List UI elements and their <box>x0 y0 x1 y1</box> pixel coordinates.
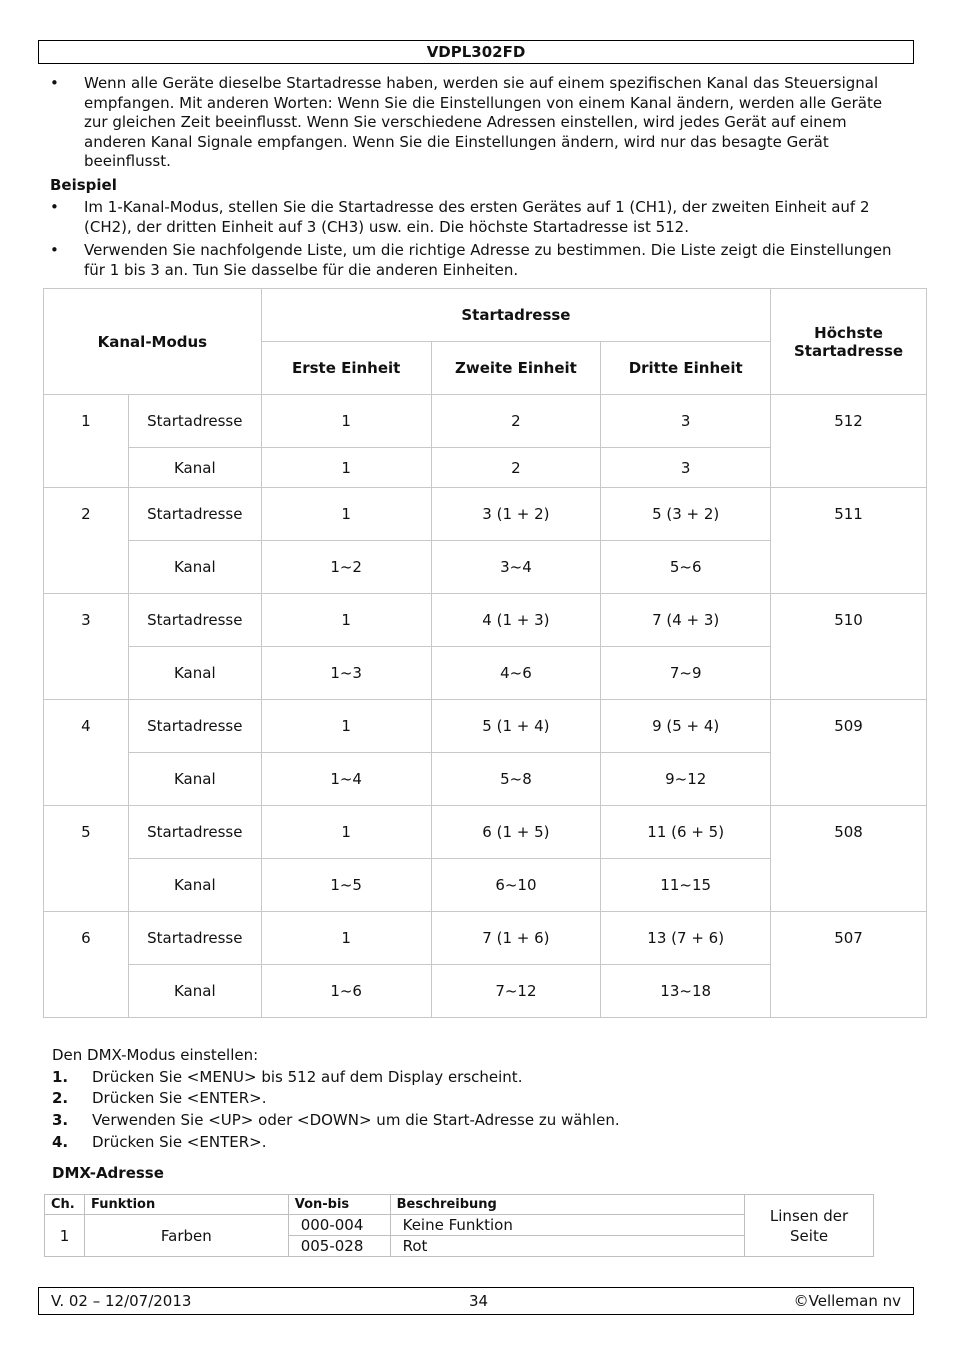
dmx-header-function: Funktion <box>84 1195 288 1215</box>
row-label: Startadresse <box>128 700 261 753</box>
table-row <box>44 912 927 965</box>
footer-copyright: ©Velleman nv <box>793 1292 901 1310</box>
step-number: 4. <box>52 1132 69 1151</box>
max-start-cell: 510 <box>771 594 927 700</box>
second-unit-cell: 4~6 <box>431 647 601 700</box>
dmx-function: Farben <box>84 1215 288 1257</box>
first-unit-cell: 1 <box>261 594 431 647</box>
second-unit-cell: 2 <box>431 395 601 448</box>
document-footer <box>38 1287 914 1315</box>
second-unit-cell: 7 (1 + 6) <box>431 912 601 965</box>
third-unit-cell: 9 (5 + 4) <box>601 700 771 753</box>
second-unit-cell: 6 (1 + 5) <box>431 806 601 859</box>
table-row <box>44 488 927 541</box>
dmx-description: Rot <box>390 1236 745 1257</box>
header-erste-einheit: Erste Einheit <box>261 342 431 395</box>
step-number: 1. <box>52 1067 69 1086</box>
step-number: 2. <box>52 1089 69 1108</box>
mode-cell: 4 <box>44 700 129 806</box>
step-text: Drücken Sie <ENTER>. <box>92 1132 267 1151</box>
step-item <box>52 1067 912 1089</box>
max-start-cell: 508 <box>771 806 927 912</box>
dmx-channel: 1 <box>45 1215 85 1257</box>
mode-cell: 5 <box>44 806 129 912</box>
second-unit-cell: 5 (1 + 4) <box>431 700 601 753</box>
header-zweite-einheit: Zweite Einheit <box>431 342 601 395</box>
second-unit-cell: 3~4 <box>431 541 601 594</box>
bullet-icon: • <box>50 241 59 259</box>
first-unit-cell: 1~6 <box>261 965 431 1018</box>
step-text: Drücken Sie <MENU> bis 512 auf dem Display erscheint. <box>92 1067 523 1086</box>
first-unit-cell: 1~5 <box>261 859 431 912</box>
max-start-cell: 512 <box>771 395 927 488</box>
header-dritte-einheit: Dritte Einheit <box>601 342 771 395</box>
dmx-address-table <box>44 1194 874 1257</box>
row-label: Kanal <box>128 965 261 1018</box>
second-unit-cell: 6~10 <box>431 859 601 912</box>
dmx-range: 000-004 <box>288 1215 390 1236</box>
second-unit-cell: 3 (1 + 2) <box>431 488 601 541</box>
dmx-mode-instructions <box>52 1045 912 1154</box>
step-item <box>52 1132 912 1154</box>
third-unit-cell: 5~6 <box>601 541 771 594</box>
table-row <box>44 395 927 448</box>
first-unit-cell: 1 <box>261 806 431 859</box>
row-label: Kanal <box>128 647 261 700</box>
bullet-icon: • <box>50 198 59 216</box>
row-label: Startadresse <box>128 806 261 859</box>
mode-cell: 2 <box>44 488 129 594</box>
row-label: Kanal <box>128 448 261 488</box>
max-start-cell: 507 <box>771 912 927 1018</box>
mode-cell: 6 <box>44 912 129 1018</box>
step-text: Verwenden Sie <UP> oder <DOWN> um die Start-Adresse zu wählen. <box>92 1111 620 1130</box>
third-unit-cell: 3 <box>601 395 771 448</box>
first-unit-cell: 1~3 <box>261 647 431 700</box>
dmx-header-range: Von-bis <box>288 1195 390 1215</box>
address-table-body <box>44 395 927 1018</box>
max-start-cell: 511 <box>771 488 927 594</box>
step-number: 3. <box>52 1111 69 1130</box>
first-unit-cell: 1~4 <box>261 753 431 806</box>
third-unit-cell: 11~15 <box>601 859 771 912</box>
third-unit-cell: 13~18 <box>601 965 771 1018</box>
address-table <box>43 288 927 1018</box>
second-unit-cell: 2 <box>431 448 601 488</box>
dmx-range: 005-028 <box>288 1236 390 1257</box>
second-unit-cell: 4 (1 + 3) <box>431 594 601 647</box>
row-label: Startadresse <box>128 488 261 541</box>
footer-version: V. 02 – 12/07/2013 <box>51 1292 192 1310</box>
step-text: Drücken Sie <ENTER>. <box>92 1089 267 1108</box>
row-label: Startadresse <box>128 912 261 965</box>
third-unit-cell: 13 (7 + 6) <box>601 912 771 965</box>
third-unit-cell: 9~12 <box>601 753 771 806</box>
third-unit-cell: 7~9 <box>601 647 771 700</box>
dmx-mode-intro: Den DMX-Modus einstellen: <box>52 1046 259 1064</box>
mode-cell: 3 <box>44 594 129 700</box>
intro-bullet <box>50 74 900 172</box>
bullet-text: Verwenden Sie nachfolgende Liste, um die richtige Adresse zu bestimmen. Die Liste zeigt die Einstellungen für 1 bis 3 an. Tun Sie dasselbe für die anderen Einheiten. <box>84 241 892 279</box>
row-label: Kanal <box>128 753 261 806</box>
example-bullet <box>50 198 900 237</box>
table-row <box>44 700 927 753</box>
body-text <box>50 74 900 284</box>
model-title: VDPL302FD <box>426 43 526 61</box>
table-row <box>44 594 927 647</box>
first-unit-cell: 1 <box>261 395 431 448</box>
third-unit-cell: 7 (4 + 3) <box>601 594 771 647</box>
bullet-text: Im 1-Kanal-Modus, stellen Sie die Startadresse des ersten Gerätes auf 1 (CH1), der zweiten Einheit auf 2 (CH2), der dritten Einheit auf 3 (CH3) usw. ein. Die höchste Startadresse ist 512. <box>84 198 870 236</box>
row-label: Kanal <box>128 541 261 594</box>
first-unit-cell: 1 <box>261 912 431 965</box>
max-start-cell: 509 <box>771 700 927 806</box>
header-hoechste-startadresse: Höchste Startadresse <box>771 289 927 395</box>
header-kanal-modus: Kanal-Modus <box>44 289 262 395</box>
first-unit-cell: 1 <box>261 700 431 753</box>
page-number: 34 <box>469 1292 489 1310</box>
dmx-address-heading: DMX-Adresse <box>52 1164 164 1182</box>
first-unit-cell: 1 <box>261 448 431 488</box>
dmx-header-ch: Ch. <box>45 1195 85 1215</box>
first-unit-cell: 1~2 <box>261 541 431 594</box>
table-row <box>44 806 927 859</box>
third-unit-cell: 11 (6 + 5) <box>601 806 771 859</box>
row-label: Startadresse <box>128 594 261 647</box>
dmx-note: Linsen der Seite <box>745 1195 874 1257</box>
mode-cell: 1 <box>44 395 129 488</box>
row-label: Startadresse <box>128 395 261 448</box>
second-unit-cell: 5~8 <box>431 753 601 806</box>
bullet-icon: • <box>50 74 59 92</box>
header-startadresse: Startadresse <box>261 289 770 342</box>
dmx-header-description: Beschreibung <box>390 1195 745 1215</box>
second-unit-cell: 7~12 <box>431 965 601 1018</box>
third-unit-cell: 5 (3 + 2) <box>601 488 771 541</box>
first-unit-cell: 1 <box>261 488 431 541</box>
step-item <box>52 1110 912 1132</box>
bullet-text: Wenn alle Geräte dieselbe Startadresse haben, werden sie auf einem spezifischen Kanal das Steuersignal empfangen. Mit anderen Worten: Wenn Sie die Einstellungen von einem Kanal ändern, werden alle Geräte zur gleichen Zeit beeinflusst. Wenn Sie verschiedene Adressen einstellen, wird jedes Gerät auf einem anderen Kanal Signale empfangen. Wenn Sie die Einstellungen ändern, wird nur das besagte Gerät beeinflusst. <box>84 74 883 170</box>
example-heading: Beispiel <box>50 175 117 194</box>
third-unit-cell: 3 <box>601 448 771 488</box>
step-item <box>52 1088 912 1110</box>
dmx-description: Keine Funktion <box>390 1215 745 1236</box>
example-bullet <box>50 241 900 280</box>
row-label: Kanal <box>128 859 261 912</box>
document-header <box>38 40 914 64</box>
